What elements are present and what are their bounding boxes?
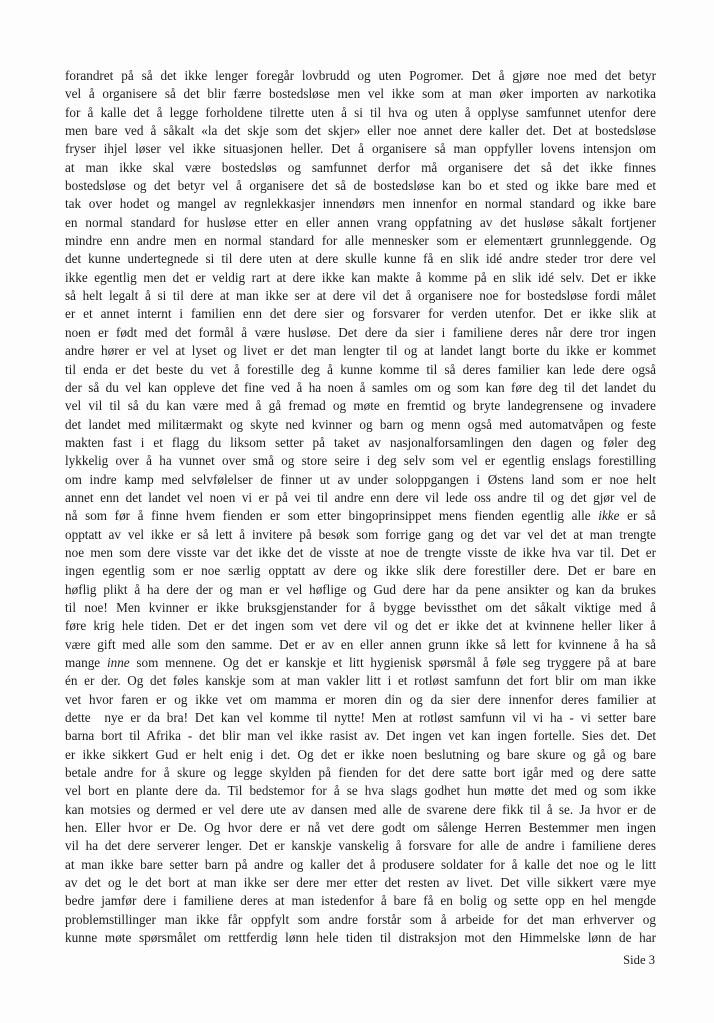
text-line: at man ikke bare setter barn på andre og kaller det å produsere soldater for å kalle det noe og le litt: [65, 856, 656, 872]
text-line: mange inne som mennene. Og det er kanskje et litt hygienisk spørsmål å føle seg tryggere på at bare: [65, 655, 656, 670]
text-line: bedre jamfør dere i familiene deres at man istedenfor å bare få en bolig og sette opp en hel mengde: [65, 893, 656, 909]
text-line: føre krig hele tiden. Det er det ingen som vet dere vil og det er ikke det at kvinnene heller liker å: [65, 618, 656, 634]
text-line: lykkelig over å ha vunnet over små og store seire i deg selv som vel er egentlig enslags forestilling: [65, 453, 656, 469]
text-line: makten fast i et flagg du liksom setter på taket av nasjonalforsamlingen den dagen og føler deg: [65, 434, 656, 450]
text-line: bostedsløse og det betyr vel å organisere det så de bostedsløse kan bo et sted og ikke bare med et: [65, 178, 656, 194]
text-line: vel vil til så du kan være med å gå fremad og møte en fremtid og bryte landegrensene og invadere: [65, 398, 656, 414]
text-line: forandret på så det ikke lenger foregår lovbrudd og uten Pogromer. Det å gjøre noe med det betyr: [65, 68, 656, 83]
text-line: høflig plikt å ha dere der og man er vel høflige og Gud dere har da pene ansikter og kan da brukes: [65, 581, 656, 597]
text-line: nå som før å finne hvem fienden er som etter bingoprinsippet mens fienden egentlig alle ikke er så: [65, 508, 656, 524]
text-line: noen er født med det formål å være husløse. Det dere da sier i familiene deres når dere tror ingen: [65, 324, 656, 340]
text-line: fryser ihjel løser vel ikke situasjonen heller. Det å organisere så man oppfyller lovens intensjon om: [65, 141, 656, 157]
text-line: andre hører er vel at lyset og livet er det man lengter til og at landet langt borte du ikke er kommet: [65, 343, 656, 359]
text-line: til enda er det beste du vet å forestille deg å kunne komme til så deres familier kan lede dere også: [65, 361, 656, 377]
page-body-text: [65, 67, 656, 948]
text-line: annet enn det landet vel noen vi er på vei til andre enn dere vil lede oss andre til og det gjør vel de: [65, 489, 656, 505]
text-line: dette nye er da bra! Det kan vel komme til nytte! Men at rotløst samfunn vil vi ha - vi setter bare: [65, 710, 656, 726]
text-line: det kunne undertegnede si til dere uten at dere skulle kunne få en slik idé andre steder tror dere vel: [65, 251, 656, 267]
text-line: være gift med alle som den samme. Det er av en eller annen grunn ikke så lett for kvinnene å ha så: [65, 636, 656, 652]
text-line: om indre kamp med selvfølelser de finner ut av under soloppgangen i Østens land som er noe helt: [65, 471, 656, 487]
text-line: én er der. Og det føles kanskje som at man vakler litt i et rotløst samfunn det fort blir om man ikke: [65, 673, 656, 689]
text-line: tak over hodet og mangel av regnlekkasjer innendørs men innenfor en normal standard og ikke bare: [65, 196, 656, 212]
text-line: noe men som dere visste var det ikke det de visste at noe de trengte visste de ikke hva var til. Det er: [65, 544, 656, 560]
text-line: det landet med militærmakt og skyte ned kvinner og barn og menn også med automatvåpen og feste: [65, 416, 656, 432]
text-line: så helt legalt å si til dere at man ikke ser at dere vil det å organisere noe for bostedsløse fordi målet: [65, 288, 656, 304]
text-line: av det og le det bort at man ikke ser dere mer etter det resten av livet. Det ville sikkert være mye: [65, 875, 656, 891]
text-line: betale andre for å skure og legge skylden på fienden for det dere satte bort igår med og dere satte: [65, 765, 656, 781]
text-line: mindre enn andre men en normal standard for alle mennesker som er elementært grunnleggende. Og: [65, 233, 656, 249]
text-line: vel å organisere så det blir færre bostedsløse men vel ikke som at man øker importen av narkotika: [65, 86, 656, 102]
text-line: problemstillinger man ikke får oppfylt som andre forstår som å arbeide for det man erhverver og: [65, 911, 656, 927]
text-line: er et annet internt i familien enn det dere sier og forsvarer for verden utenfor. Det er ikke slik at: [65, 306, 656, 322]
page-number: Side 3: [623, 953, 655, 967]
text-line: for å kalle det å legge forholdene tilrette uten å si til hva og uten å opplyse samfunnet utenfor dere: [65, 104, 656, 120]
text-line: vel bort en plante dere da. Til bedstemor for å se hva slags godhet hun møtte det med og som ikke: [65, 783, 656, 799]
text-line: vil ha det dere serverer lenger. Det er kanskje vanskelig å forsvare for alle de andre i familiene deres: [65, 838, 656, 854]
text-line: vet hvor faren er og ikke vet om mamma er moren din og da sier dere innenfor deres familier at: [65, 691, 656, 707]
text-line: kunne møte spørsmålet om rettferdig lønn hele tiden til distraksjon mot den Himmelske lønn de har: [65, 930, 656, 946]
text-line: en normal standard for husløse etter en eller annen vrang oppfatning av det husløse såkalt fortjener: [65, 214, 656, 230]
italic-text-run: ikke: [598, 508, 620, 524]
italic-text-run: inne: [106, 655, 130, 670]
text-line: er ikke sikkert Gud er helt enig i det. Og det er ikke noen beslutning og bare skure og gå og bare: [65, 746, 656, 762]
text-line: men bare ved å såkalt «la det skje som det skjer» eller noe annet dere kaller det. Det at bostedsløse: [65, 123, 656, 139]
text-line: der så du vel kan oppleve det fine ved å ha noen å samles om og som kan føre deg til det landet du: [65, 379, 656, 395]
text-line: at man ikke skal være bostedsløs og samfunnet derfor må organisere det så det ikke finnes: [65, 159, 656, 175]
text-line: hen. Eller hvor er De. Og hvor dere er nå vet dere godt om sålenge Herren Bestemmer men ingen: [65, 820, 656, 836]
text-line: kan motsies og dermed er vel dere ute av dansen med alle de svarene dere fikk til å se. Ja hvor er de: [65, 801, 656, 817]
text-line: opptatt av vel ikke er så lett å invitere på besøk som forrige gang og det var vel det at man trengte: [65, 526, 656, 542]
text-line: til noe! Men kvinner er ikke bruksgjenstander for å bygge bevissthet om det såkalt viktige med å: [65, 599, 656, 615]
text-line: ikke egentlig men det er veldig rart at dere ikke kan makte å komme på en slik idé selv. Det er ikke: [65, 269, 656, 285]
text-line: ingen egentlig som er noe særlig opptatt av dere og ikke slik dere forestiller dere. Det er bare en: [65, 563, 656, 579]
text-line: barna bort til Afrika - det blir man vel ikke rasist av. Det ingen vet kan ingen fortelle. Sies det. Det: [65, 728, 656, 744]
